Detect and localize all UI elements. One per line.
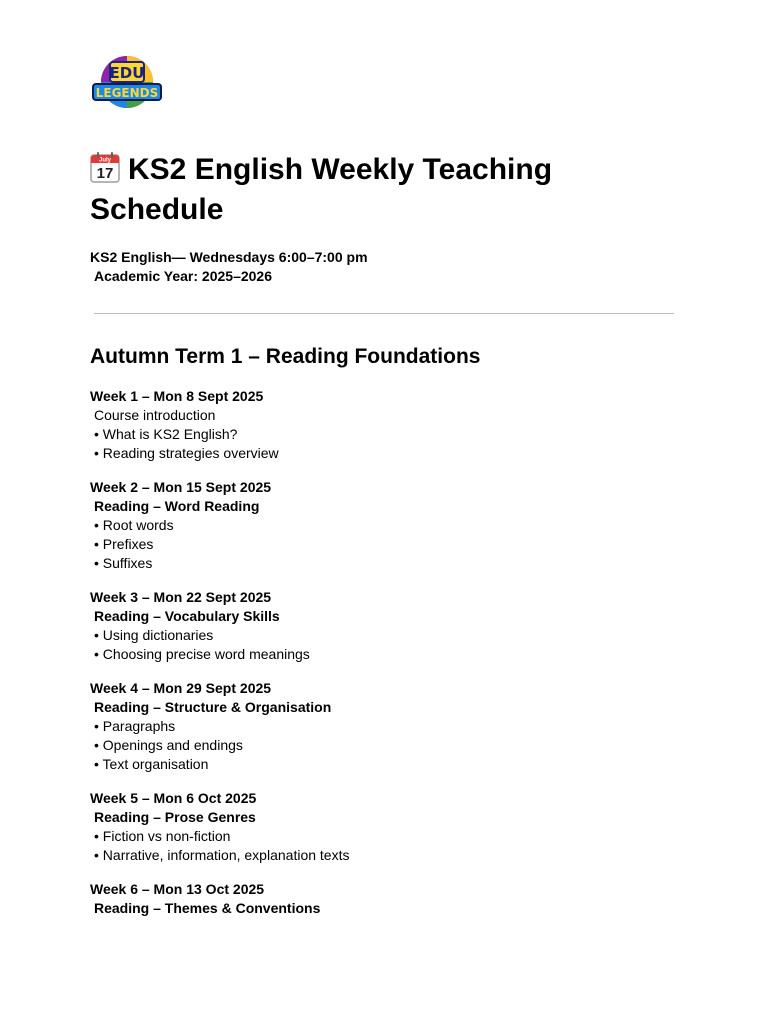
calendar-day: 17 <box>96 165 114 182</box>
week-bullet: • Text organisation <box>94 756 209 772</box>
page-title <box>90 150 650 230</box>
week-heading: Week 2 – Mon 15 Sept 2025 <box>90 479 272 495</box>
calendar-month: July <box>98 157 112 164</box>
week-topic: Reading – Word Reading <box>94 498 260 514</box>
week-heading: Week 1 – Mon 8 Sept 2025 <box>90 388 264 404</box>
logo-text-bottom: LEGENDS <box>95 86 159 100</box>
week-entry <box>90 880 680 918</box>
week-entry <box>90 679 680 774</box>
week-bullet: • Reading strategies overview <box>94 445 279 461</box>
week-heading: Week 3 – Mon 22 Sept 2025 <box>90 589 272 605</box>
academic-year-line: Academic Year: 2025–2026 <box>94 268 272 284</box>
week-entry <box>90 387 680 463</box>
week-bullet: • Root words <box>94 517 174 533</box>
week-bullet: • Fiction vs non-fiction <box>94 828 231 844</box>
week-topic: Reading – Themes & Conventions <box>94 900 321 916</box>
week-list <box>90 387 680 933</box>
week-entry <box>90 478 680 573</box>
course-schedule-line: KS2 English— Wednesdays 6:00–7:00 pm <box>90 249 368 265</box>
course-meta <box>90 248 368 286</box>
week-bullet: • Narrative, information, explanation texts <box>94 847 350 863</box>
week-topic: Course introduction <box>94 407 216 423</box>
calendar-icon <box>90 152 120 183</box>
week-entry <box>90 789 680 865</box>
week-bullet: • Prefixes <box>94 536 154 552</box>
week-bullet: • Paragraphs <box>94 718 176 734</box>
week-heading: Week 5 – Mon 6 Oct 2025 <box>90 790 257 806</box>
week-heading: Week 6 – Mon 13 Oct 2025 <box>90 881 265 897</box>
week-topic: Reading – Prose Genres <box>94 809 256 825</box>
week-topic: Reading – Vocabulary Skills <box>94 608 280 624</box>
week-bullet: • What is KS2 English? <box>94 426 238 442</box>
logo-text-top: EDU <box>109 64 145 82</box>
week-topic: Reading – Structure & Organisation <box>94 699 332 715</box>
divider <box>94 313 674 314</box>
week-bullet: • Using dictionaries <box>94 627 214 643</box>
edu-legends-logo <box>92 54 162 112</box>
page-title-text: KS2 English Weekly Teaching Schedule <box>90 153 553 226</box>
week-bullet: • Openings and endings <box>94 737 243 753</box>
week-bullet: • Choosing precise word meanings <box>94 646 310 662</box>
week-bullet: • Suffixes <box>94 555 153 571</box>
term-heading: Autumn Term 1 – Reading Foundations <box>90 345 481 368</box>
week-entry <box>90 588 680 664</box>
week-heading: Week 4 – Mon 29 Sept 2025 <box>90 680 272 696</box>
